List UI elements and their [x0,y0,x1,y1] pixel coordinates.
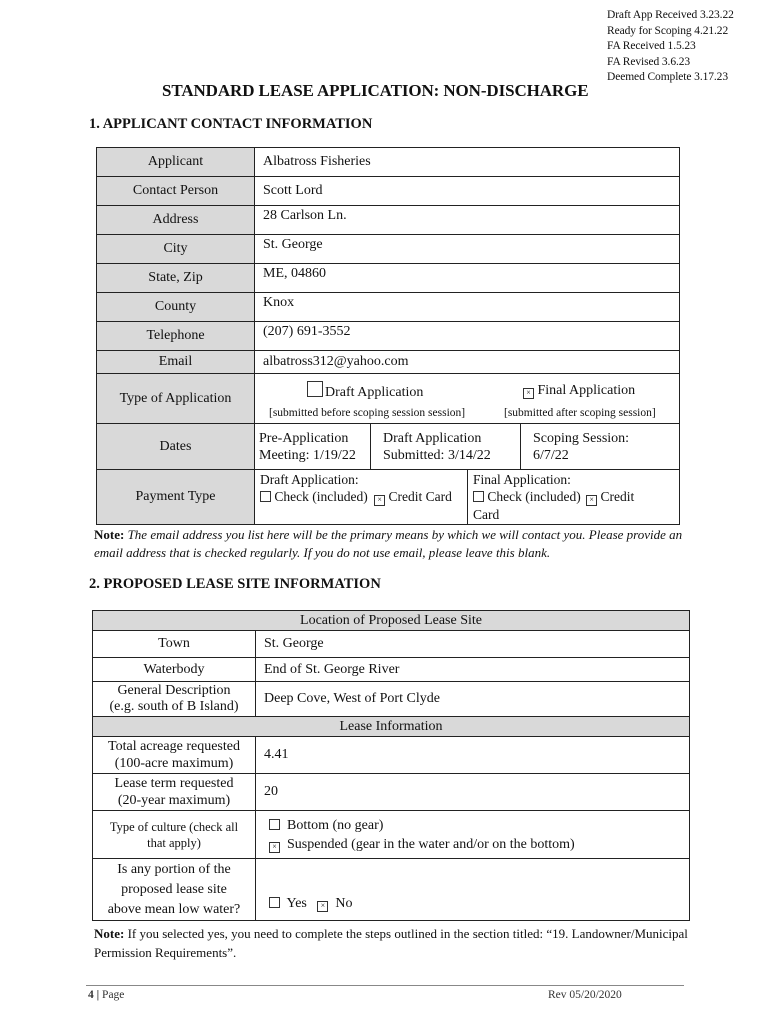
footer-page [88,989,124,1001]
culture-suspended-option[interactable] [269,835,689,854]
footer-divider [86,985,684,986]
above-water-options [256,859,690,921]
acreage-label [93,737,256,774]
statezip-value[interactable]: ME, 04860 [255,264,680,293]
culture-suspended-checkbox[interactable]: × [269,842,280,853]
type-of-application-row [97,374,680,424]
above-water-label-line1: Is any portion of the [117,861,231,877]
culture-bottom-label: Bottom (no gear) [287,817,384,833]
statezip-row [97,264,680,293]
payment-final-card-label: Credit [600,489,635,504]
stamp-line: Draft App Received 3.23.22 [607,9,734,21]
culture-bottom-option[interactable] [269,816,689,835]
payment-draft-title: Draft Application: [260,472,359,487]
lease-header-row [93,717,690,737]
draft-application-note: [submitted before scoping session session] [269,407,466,419]
general-description-label-line1: General Description [117,683,231,698]
footer-page-separator: | [93,989,103,1001]
above-water-label-line3: above mean low water? [107,901,241,917]
acreage-label-line2: (100-acre maximum) [114,756,234,771]
statezip-label: State, Zip [97,264,255,293]
above-water-no-checkbox[interactable]: × [317,901,328,912]
payment-draft-check-checkbox[interactable] [260,491,271,502]
contact-value[interactable]: Scott Lord [255,177,680,206]
culture-suspended-label: Suspended (gear in the water and/or on the bottom) [287,836,575,852]
above-water-no-label: No [335,896,353,911]
culture-bottom-checkbox[interactable] [269,819,280,830]
dates-label: Dates [97,424,255,470]
above-water-label [93,859,256,921]
email-note [94,526,694,562]
type-of-application-label: Type of Application [97,374,255,424]
county-label: County [97,293,255,322]
footer-revision: Rev 05/20/2020 [548,989,622,1001]
final-application-checkbox[interactable]: × [523,388,534,399]
scoping-session-line1: Scoping Session: [533,430,630,446]
payment-final-card-checkbox[interactable]: × [586,495,597,506]
above-water-yes-checkbox[interactable] [269,897,280,908]
lease-term-value[interactable]: 20 [256,774,690,811]
culture-label-line1: Type of culture (check all [109,819,239,834]
telephone-value[interactable]: (207) 691-3552 [255,322,680,351]
draft-submitted-line1: Draft Application [383,430,482,446]
draft-application-option[interactable] [307,381,423,401]
location-header-row [93,611,690,631]
payment-draft-card-checkbox[interactable]: × [374,495,385,506]
section-2-heading: 2. PROPOSED LEASE SITE INFORMATION [89,576,381,592]
county-row [97,293,680,322]
draft-submitted-line2: Submitted: 3/14/22 [383,447,491,463]
footer-page-label: Page [102,989,125,1001]
city-label: City [97,235,255,264]
draft-submitted-date[interactable] [371,424,521,470]
above-water-note-text: If you selected yes, you need to complete the steps outlined in the section titled: “19. Landowner/Municipal Permission Requirements”. [94,926,688,960]
town-row [93,631,690,658]
town-label: Town [93,631,256,658]
draft-application-label: Draft Application [325,385,424,400]
above-water-note-label: Note: [94,926,125,941]
culture-options [256,811,690,859]
stamp-line: Deemed Complete 3.17.23 [607,71,728,84]
applicant-contact-table [96,147,680,525]
lease-term-label-line2: (20-year maximum) [117,793,231,808]
stamp-line: FA Revised 3.6.23 [607,55,691,68]
applicant-row [97,148,680,177]
above-water-row [93,859,690,921]
scoping-session-date[interactable] [521,424,680,470]
scoping-session-line2: 6/7/22 [533,447,569,463]
payment-final-check-label: Check (included) [487,489,581,504]
payment-type-label: Payment Type [97,470,255,525]
type-of-application-cell [255,374,680,424]
town-value[interactable]: St. George [256,631,690,658]
address-value[interactable]: 28 Carlson Ln. [255,206,680,235]
above-water-label-line2: proposed lease site [121,881,227,897]
payment-draft-cell [255,470,468,525]
payment-final-cell [468,470,680,525]
applicant-value[interactable]: Albatross Fisheries [255,148,680,177]
contact-row [97,177,680,206]
applicant-label: Applicant [97,148,255,177]
acreage-row [93,737,690,774]
waterbody-label: Waterbody [93,658,256,682]
lease-header: Lease Information [93,717,690,737]
email-value[interactable]: albatross312@yahoo.com [255,351,680,374]
pre-application-line1: Pre-Application [259,430,349,446]
email-label: Email [97,351,255,374]
acreage-value[interactable]: 4.41 [256,737,690,774]
waterbody-value[interactable]: End of St. George River [256,658,690,682]
address-row [97,206,680,235]
final-application-note: [submitted after scoping session] [504,407,656,419]
dates-row [97,424,680,470]
final-application-label: Final Application [537,383,636,398]
document-title: STANDARD LEASE APPLICATION: NON-DISCHARGE [162,81,589,100]
stamp-line: Ready for Scoping 4.21.22 [607,24,729,37]
lease-term-row [93,774,690,811]
telephone-label: Telephone [97,322,255,351]
telephone-row [97,322,680,351]
city-row [97,235,680,264]
above-water-yes-label: Yes [286,896,307,911]
culture-label-line2: that apply) [147,835,201,850]
culture-row [93,811,690,859]
section-1-heading: 1. APPLICANT CONTACT INFORMATION [89,116,373,132]
city-value[interactable]: St. George [255,235,680,264]
above-water-note [94,924,694,962]
payment-final-check-checkbox[interactable] [473,491,484,502]
email-row [97,351,680,374]
location-header: Location of Proposed Lease Site [93,611,690,631]
received-stamp [607,8,767,86]
payment-type-row [97,470,680,525]
final-application-option[interactable] [523,383,635,399]
draft-application-checkbox[interactable] [307,381,323,397]
pre-application-date[interactable] [255,424,371,470]
general-description-label [93,682,256,717]
payment-final-card-label-cont: Card [473,507,500,522]
acreage-label-line1: Total acreage requested [108,739,240,754]
lease-term-label [93,774,256,811]
pre-application-line2: Meeting: 1/19/22 [259,447,356,463]
county-value[interactable]: Knox [255,293,680,322]
address-label: Address [97,206,255,235]
email-note-text: The email address you list here will be the primary means by which we will contact you. Please provide an email address that is checked regularly. If you do not use email, please leave this blank. [94,527,683,560]
general-description-row [93,682,690,717]
payment-final-title: Final Application: [473,472,571,487]
contact-label: Contact Person [97,177,255,206]
waterbody-row [93,658,690,682]
culture-label [93,811,256,859]
general-description-label-line2: (e.g. south of B Island) [109,699,239,714]
footer-page-number: 4 [88,989,94,1001]
stamp-line: FA Received 1.5.23 [607,40,696,53]
lease-term-label-line1: Lease term requested [114,776,234,791]
payment-draft-card-label: Credit Card [388,489,452,504]
general-description-value[interactable]: Deep Cove, West of Port Clyde [256,682,690,717]
email-note-label: Note: [94,527,125,542]
payment-draft-check-label: Check (included) [274,489,368,504]
lease-site-table [92,610,690,921]
